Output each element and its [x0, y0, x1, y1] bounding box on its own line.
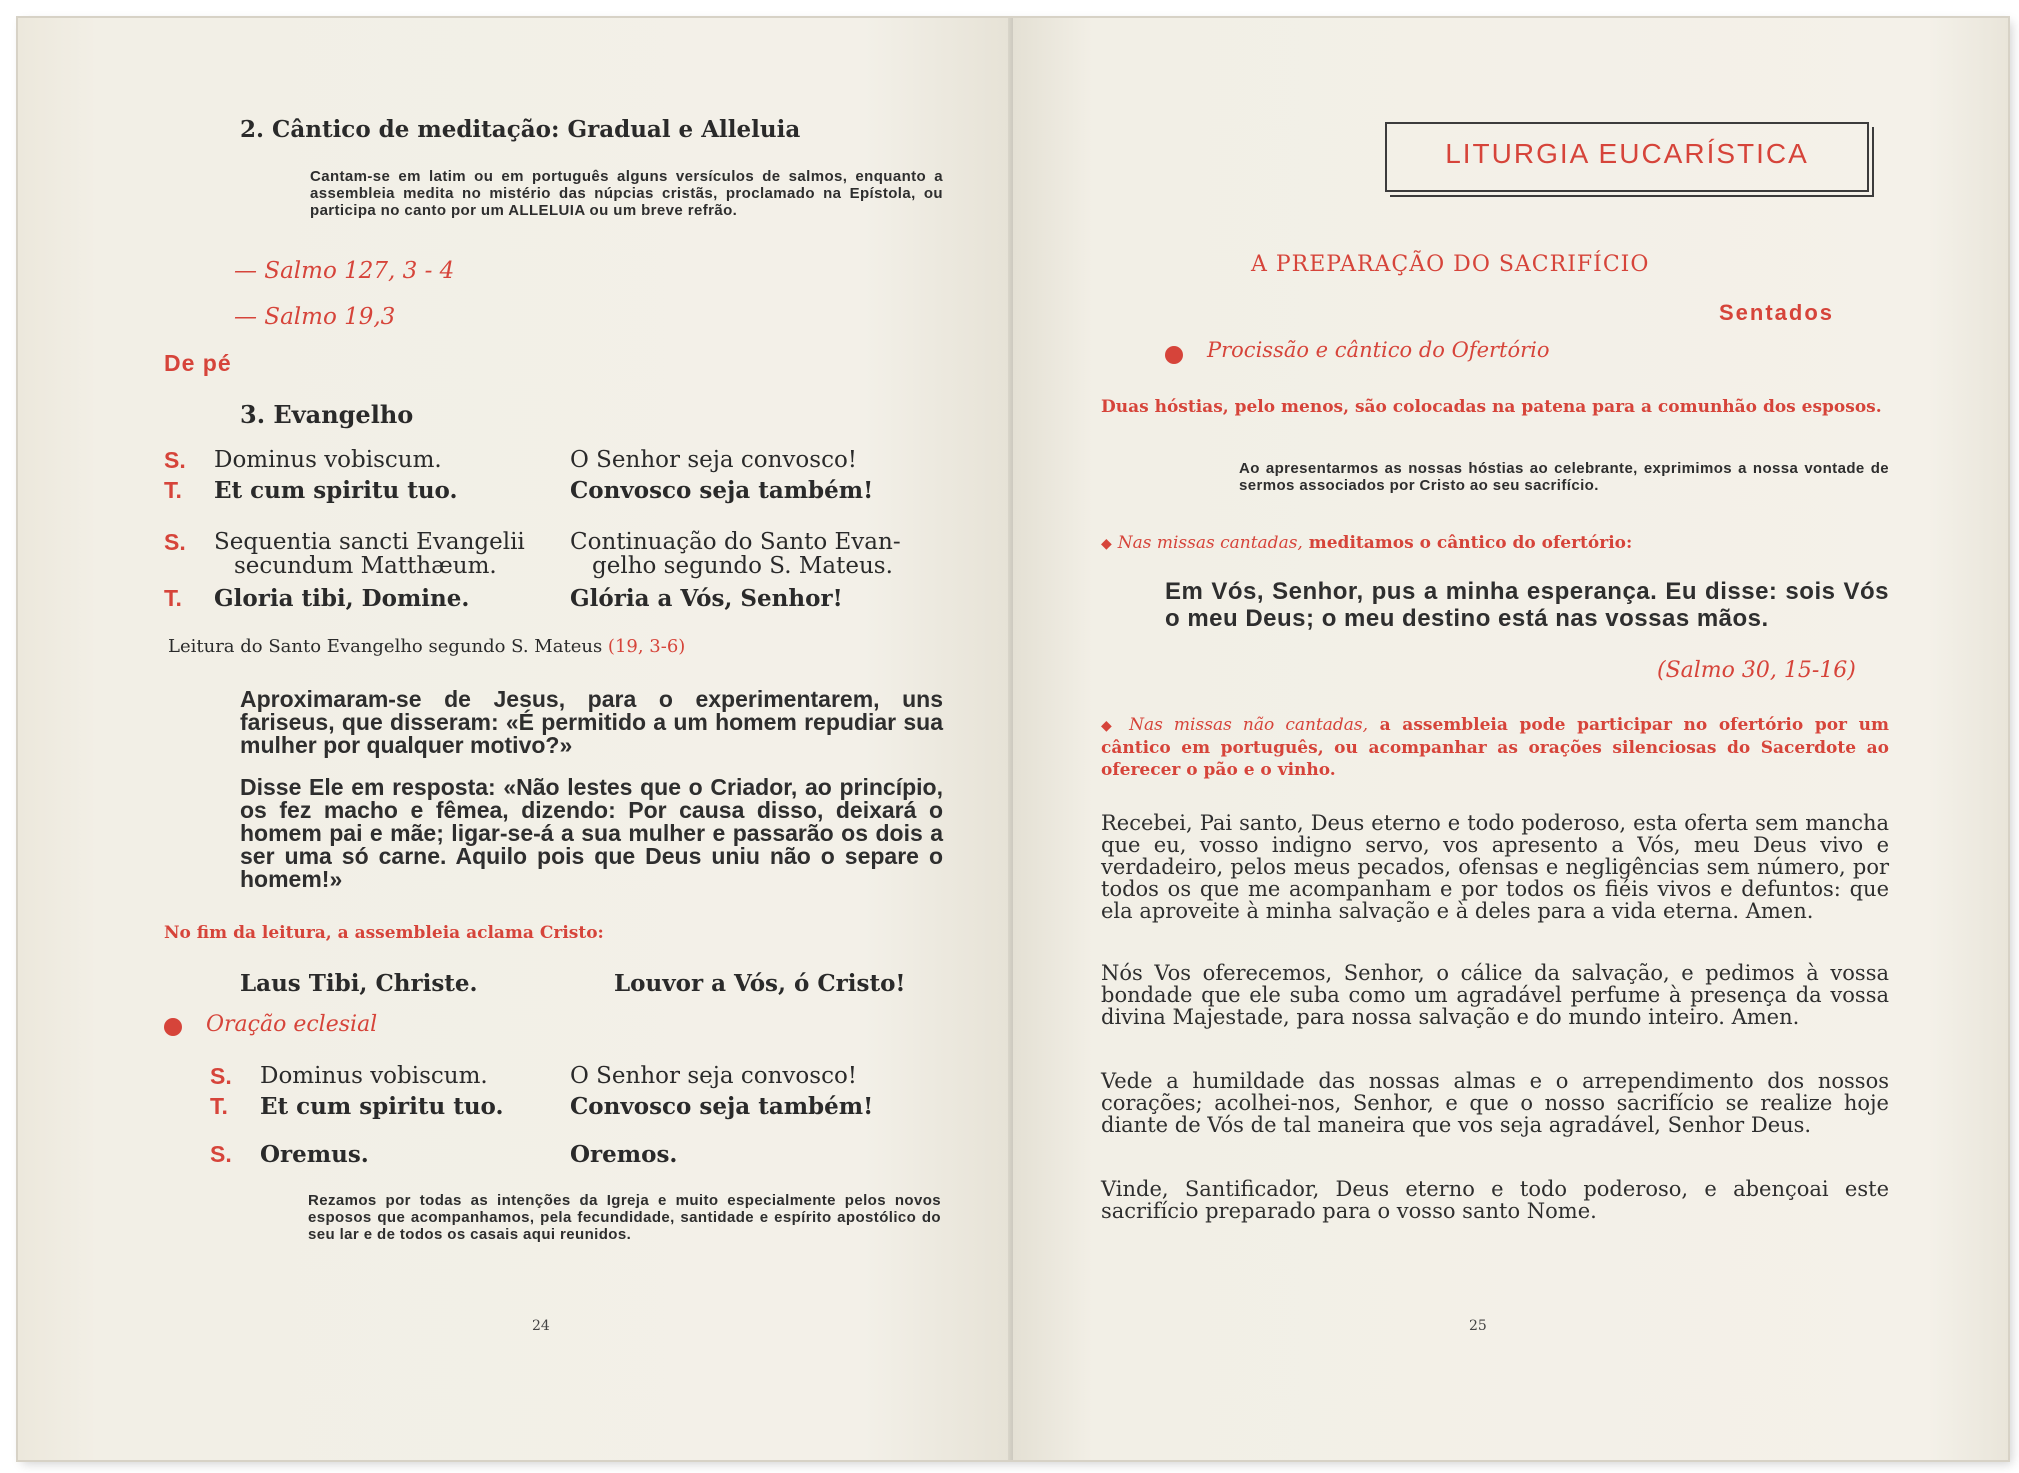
nao-cantadas-rubric: [1101, 714, 1889, 781]
nao-cantadas-text: a assembleia pode participar no ofertório por um cântico em português, ou acompanhar as orações silenciosas do Sacerdote ao oferecer o pão e o vinho.: [1101, 715, 1889, 780]
dialogue2-s-latin-1: Sequentia sancti Evangelii: [214, 529, 525, 555]
dialogue2-t-tag: T.: [164, 585, 182, 611]
section2-note: Cantam-se em latim ou em português alguns versículos de salmos, enquanto a assembleia medita no mistério das núpcias cristãs, proclamado na Epístola, ou participa no canto por um ALLELUIA ou um breve refrão.: [310, 168, 943, 219]
left-page: [18, 18, 1013, 1460]
title-box-label: LITURGIA EUCARÍSTICA: [1445, 138, 1809, 169]
posture-sentados: Sentados: [1719, 300, 1835, 325]
dialogue2-t-port: Glória a Vós, Senhor!: [570, 585, 843, 612]
dialogue3-s2-port: Oremos.: [570, 1141, 678, 1168]
psalm-ref-2: — Salmo 19,3: [234, 304, 396, 330]
dialogue1-s-tag: S.: [164, 447, 186, 473]
dialogue2-s-port-2: gelho segundo S. Mateus.: [592, 553, 893, 579]
procissao-heading: Procissão e cântico do Ofertório: [1207, 338, 1550, 362]
prayer-2: Nós Vos oferecemos, Senhor, o cálice da salvação, e pedimos à vossa bondade que ele suba como um agradável perfume à presença da vossa divina Majestade, para nossa salvação e do mundo inteiro. Amen.: [1101, 961, 1889, 1029]
reading-intro: [168, 636, 685, 657]
dialogue1-t-port: Convosco seja também!: [570, 477, 874, 504]
dialogue1-s-latin: Dominus vobiscum.: [214, 447, 442, 473]
nao-cantadas-italic: Nas missas não cantadas,: [1129, 715, 1369, 735]
section2-heading: 2. Cântico de meditação: Gradual e Alleluia: [240, 116, 801, 143]
diamond-icon: ◆: [1101, 718, 1118, 734]
bullet-icon: [1165, 346, 1183, 364]
book-spread: [18, 18, 2008, 1460]
prayer-4: Vinde, Santificador, Deus eterno e todo poderoso, e abençoai este sacrifício preparado para o vosso santo Nome.: [1101, 1177, 1889, 1223]
page-number-right: 25: [1469, 1318, 1487, 1334]
reading-ref: (19, 3-6): [607, 636, 686, 657]
section-heading: A PREPARAÇÃO DO SACRIFÍCIO: [1251, 252, 1650, 277]
page-number-left: 24: [532, 1318, 550, 1334]
dialogue2-s-tag: S.: [164, 529, 186, 555]
prayer-3: Vede a humildade das nossas almas e o arrependimento dos nossos corações; acolhei-nos, Senhor, e que o nosso sacrifício se realize hoje diante de Vós de tal maneira que vos seja agradável, Senhor Deus.: [1101, 1069, 1889, 1137]
cantadas-rubric: [1101, 532, 1889, 555]
oracao-heading: Oração eclesial: [206, 1012, 378, 1037]
acclaim-latin: Laus Tibi, Christe.: [240, 970, 478, 997]
prayer-1: Recebei, Pai santo, Deus eterno e todo poderoso, esta oferta sem mancha que eu, vosso indigno servo, vos apresento a Vós, meu Deus vivo e verdadeiro, pelos meus pecados, ofensas e negligências sem número, por todos os que me acompanham e por todos os fiéis vivos e defuntos: que ela aproveite à minha salvação e à deles para a vida eterna. Amen.: [1101, 811, 1889, 923]
diamond-icon: ◆: [1101, 536, 1112, 552]
reading-intro-text: Leitura do Santo Evangelho segundo S. Mateus: [168, 636, 603, 657]
gospel-paragraph-1: Aproximaram-se de Jesus, para o experimentarem, uns fariseus, que disseram: «É permitido a um homem repudiar sua mulher por qualquer motivo?»: [240, 686, 943, 758]
dialogue3-s-port: O Senhor seja convosco!: [570, 1063, 858, 1089]
dialogue3-t-tag: T.: [210, 1093, 228, 1119]
dialogue3-s2-tag: S.: [210, 1141, 232, 1167]
acclaim-rubric: No fim da leitura, a assembleia aclama Cristo:: [164, 923, 604, 943]
psalm-ref-1: — Salmo 127, 3 - 4: [234, 258, 455, 284]
oracao-note: Rezamos por todas as intenções da Igreja e muito especialmente pelos novos esposos que acompanhamos, pela fecundidade, santidade e espírito apostólico do seu lar e de todos os casais aqui reunidos.: [308, 1192, 941, 1243]
dialogue1-t-latin: Et cum spiritu tuo.: [214, 477, 458, 504]
title-box: [1385, 122, 1869, 192]
dialogue3-s-latin: Dominus vobiscum.: [260, 1063, 488, 1089]
right-page: [1013, 18, 2008, 1460]
dialogue3-s-tag: S.: [210, 1063, 232, 1089]
dialogue2-t-latin: Gloria tibi, Domine.: [214, 585, 470, 612]
bullet-icon: [164, 1018, 182, 1036]
dialogue1-s-port: O Senhor seja convosco!: [570, 447, 858, 473]
cantadas-text: meditamos o cântico do ofertório:: [1308, 533, 1633, 553]
gospel-paragraph-2: Disse Ele em resposta: «Não lestes que o Criador, ao princípio, os fez macho e fêmea, dizendo: Por causa disso, deixará o homem pai e mãe; ligar-se-á a sua mulher e passarão os dois a ser uma só carne. Aquilo pois que Deus uniu não o separe o homem!»: [240, 774, 943, 892]
offertory-ref: (Salmo 30, 15-16): [1657, 658, 1856, 683]
offertory-text: Em Vós, Senhor, pus a minha esperança. Eu disse: sois Vós o meu Deus; o meu destino está nas vossas mãos.: [1165, 578, 1889, 632]
dialogue3-t-port: Convosco seja também!: [570, 1093, 874, 1120]
cantadas-italic: Nas missas cantadas,: [1117, 533, 1303, 553]
dialogue1-t-tag: T.: [164, 477, 182, 503]
dialogue3-s2-latin: Oremus.: [260, 1141, 369, 1168]
hostias-rubric: Duas hóstias, pelo menos, são colocadas na patena para a comunhão dos esposos.: [1101, 397, 1882, 417]
acclaim-port: Louvor a Vós, ó Cristo!: [614, 970, 906, 997]
dialogue2-s-port-1: Continuação do Santo Evan-: [570, 529, 901, 555]
posture-de-pe: De pé: [164, 350, 232, 376]
section3-heading: 3. Evangelho: [240, 400, 414, 429]
dialogue2-s-latin-2: secundum Matthæum.: [234, 553, 497, 579]
dialogue3-t-latin: Et cum spiritu tuo.: [260, 1093, 504, 1120]
hostias-note: Ao apresentarmos as nossas hóstias ao celebrante, exprimimos a nossa vontade de sermos associados por Cristo ao seu sacrifício.: [1239, 460, 1889, 494]
